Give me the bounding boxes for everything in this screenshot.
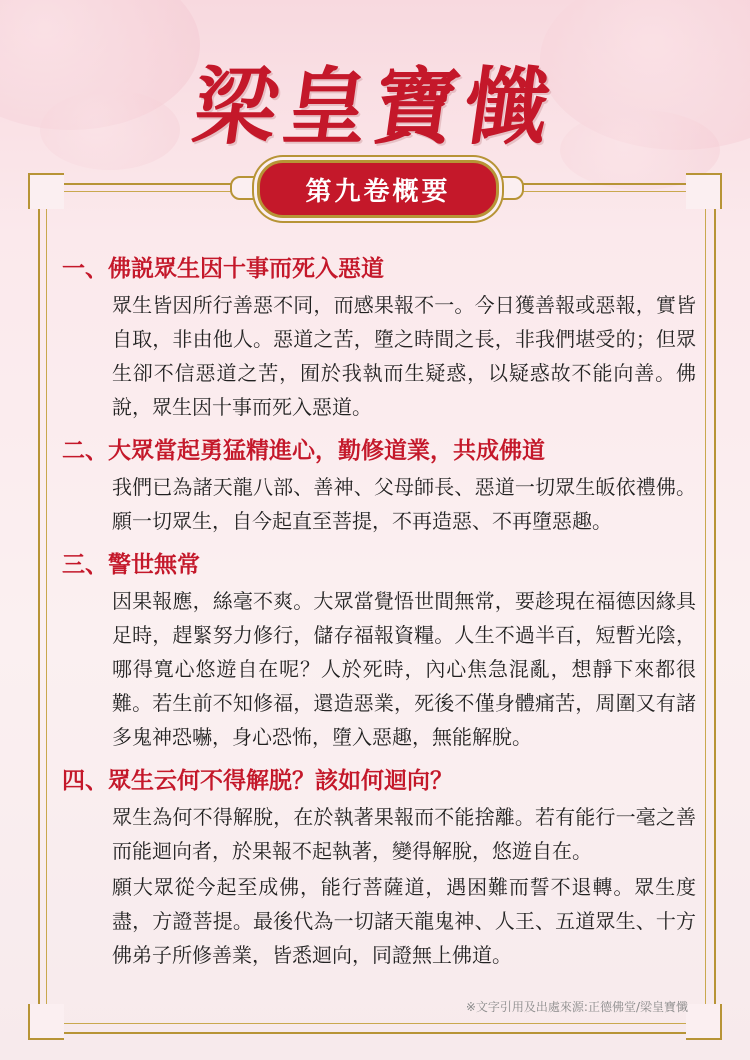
section-paragraph: 眾生皆因所行善惡不同，而感果報不一。今日獲善報或惡報，實皆自取，非由他人。惡道之苦，墮之時間之長，非我們堪受的；但眾生卻不信惡道之苦，囿於我執而生疑惑，以疑惑故不能向善。佛說，眾生因十事而死入惡道。 [112, 293, 696, 419]
section-paragraph: 願大眾從今起至成佛，能行菩薩道，遇困難而誓不退轉。眾生度盡，方證菩提。最後代為一切諸天龍鬼神、人王、五道眾生、十方佛弟子所修善業，皆悉迴向，同證無上佛道。 [112, 875, 696, 967]
frame-corner [686, 173, 722, 209]
section-2 [62, 434, 698, 538]
summary-content [62, 252, 698, 982]
section-heading: 一、佛説眾生因十事而死入惡道 [62, 256, 384, 282]
frame-corner [686, 1004, 722, 1040]
section-1 [62, 252, 698, 424]
section-4 [62, 764, 698, 972]
frame-corner [28, 1004, 64, 1040]
section-paragraph: 我們已為諸天龍八部、善神、父母師長、惡道一切眾生皈依禮佛。願一切眾生，自今起直至菩提，不再造惡、不再墮惡趣。 [112, 475, 696, 533]
section-paragraph: 眾生為何不得解脫，在於執著果報而不能捨離。若有能行一毫之善而能迴向者，於果報不起執著，變得解脫，悠遊自在。 [112, 805, 696, 863]
section-heading: 二、大眾當起勇猛精進心，勤修道業，共成佛道 [62, 438, 545, 464]
subtitle: 第九卷概要 [305, 176, 451, 207]
subtitle-banner [257, 160, 499, 218]
section-heading: 四、眾生云何不得解脱？該如何迴向？ [62, 768, 453, 794]
frame-corner [28, 173, 64, 209]
section-3 [62, 548, 698, 754]
section-paragraph: 因果報應，絲毫不爽。大眾當覺悟世間無常，要趁現在福德因緣具足時，趕緊努力修行，儲存福報資糧。人生不過半百，短暫光陰，哪得寬心悠遊自在呢？人於死時，內心焦急混亂，想靜下來都很難。若生前不知修福，還造惡業，死後不僅身體痛苦，周圍又有諸多鬼神恐嚇，身心恐怖，墮入惡趣，無能解脫。 [112, 589, 696, 749]
section-heading: 三、警世無常 [62, 552, 200, 578]
source-note: ※文字引用及出處來源:正德佛堂/梁皇寶懺 [465, 1000, 688, 1014]
page-title: 梁皇寶懺 [187, 57, 562, 156]
